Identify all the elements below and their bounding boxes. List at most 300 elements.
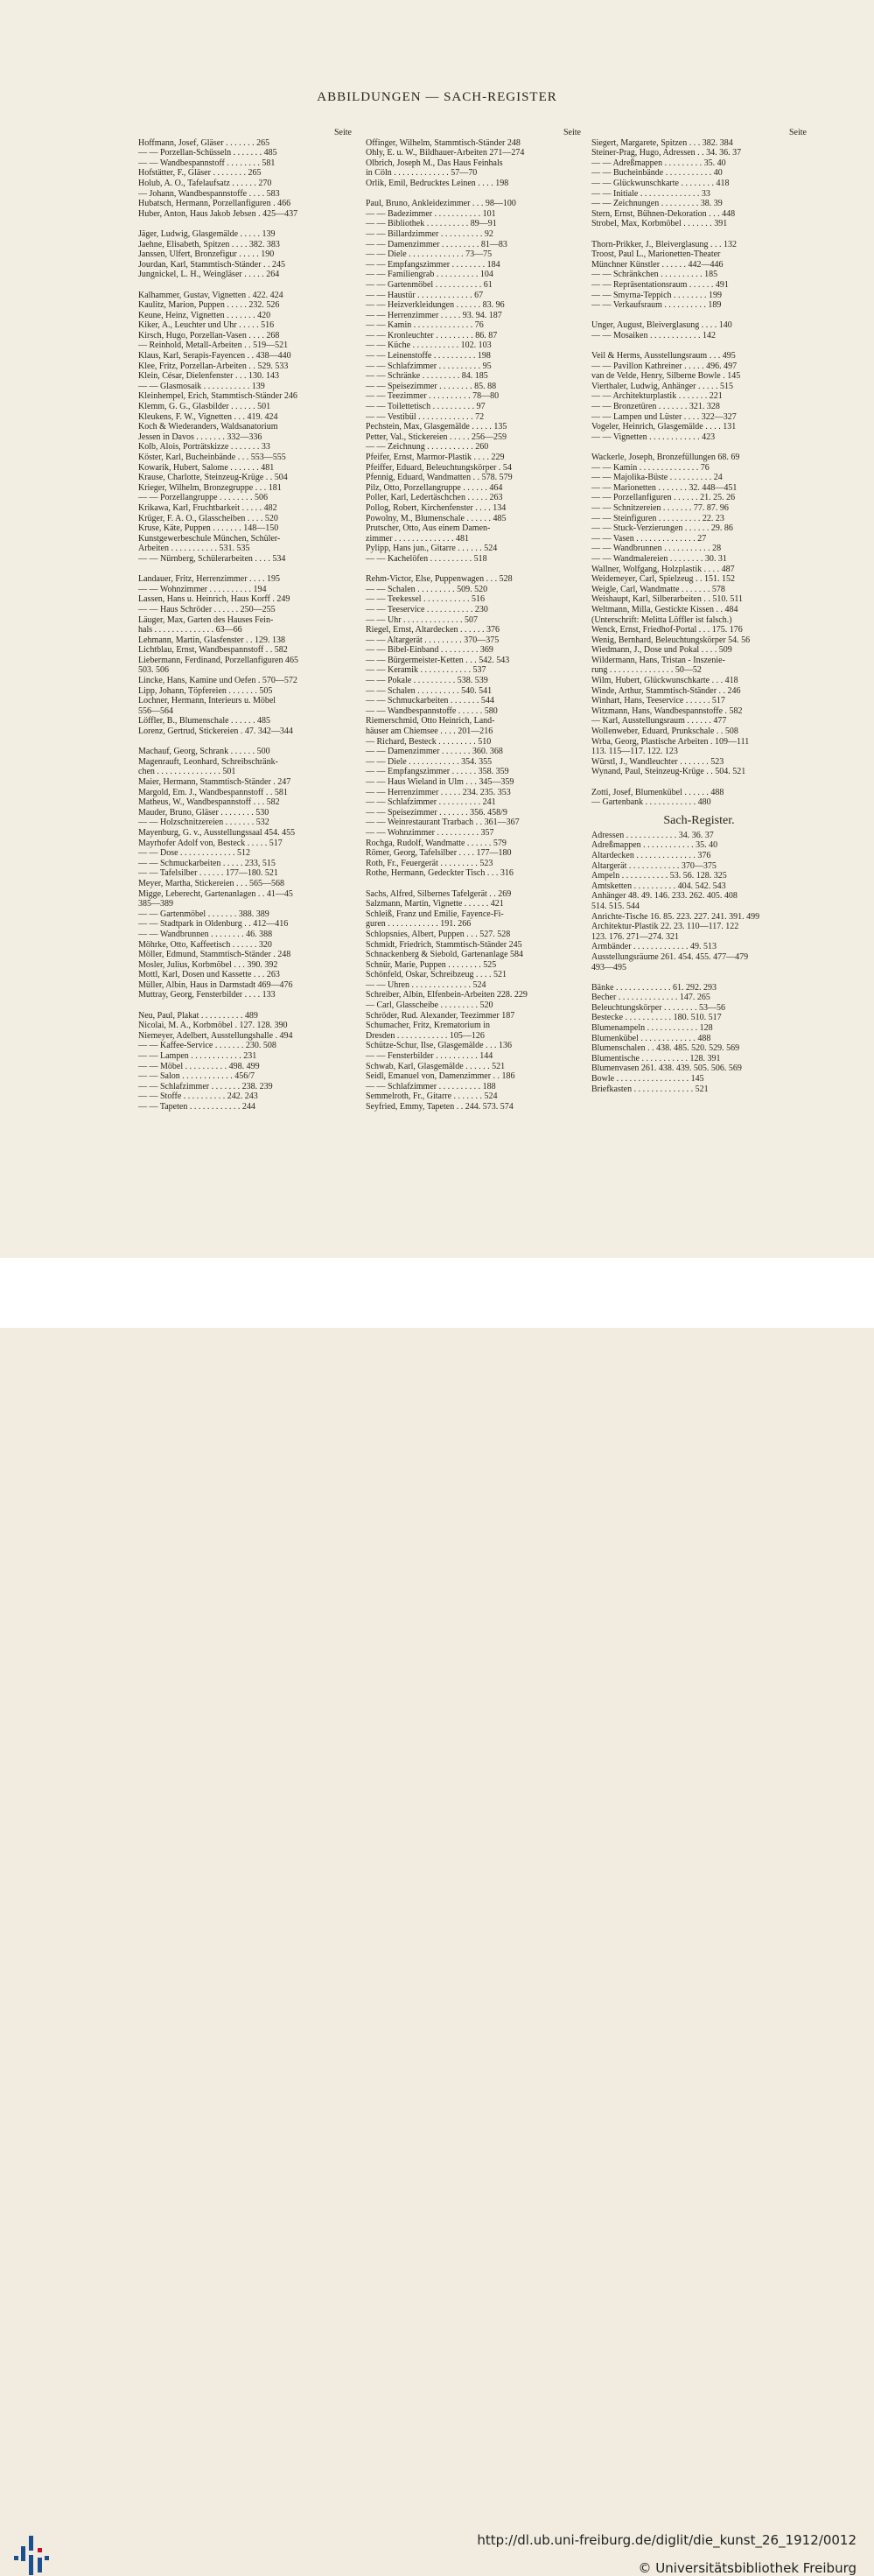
index-entry: (Unterschrift: Melitta Löffler ist falsch.): [591, 614, 732, 625]
index-entry: Schreiber, Albin, Elfenbein-Arbeiten 228. 229: [366, 990, 528, 1000]
index-entry: Matheus, W., Wandbespannstoff . . . 582: [138, 797, 280, 808]
index-entry: Poller, Karl, Ledertäschchen . . . . . 263: [366, 493, 503, 503]
index-entry: Klaus, Karl, Serapis-Fayencen . . 438—440: [138, 351, 291, 361]
index-entry: — — Schlafzimmer . . . . . . . . . . 95: [366, 361, 492, 371]
index-entry: Lincke, Hans, Kamine und Oefen . 570—572: [138, 676, 297, 686]
index-entry: — — Wandbrunnen . . . . . . . . . . . 28: [591, 544, 722, 554]
section-gap: [366, 189, 581, 200]
index-entry: — — Stoffe . . . . . . . . . . 242. 243: [138, 1091, 258, 1102]
index-entry: Hofstätter, F., Gläser . . . . . . . . 265: [138, 168, 262, 179]
index-entry: — — Wandbespannstoff . . . . . . . . 581: [138, 158, 276, 168]
section-gap: [138, 280, 352, 291]
index-entry: — — Teeservice . . . . . . . . . . . 230: [366, 604, 488, 614]
index-entry: Blumenvasen 261. 438. 439. 505. 506. 569: [591, 1063, 742, 1074]
section-gap: [591, 340, 807, 351]
index-entry: — — Vasen . . . . . . . . . . . . . . 27: [591, 533, 707, 544]
section-gap: [138, 1000, 352, 1011]
index-entry: — — Kaffee-Service . . . . . . . 230. 508: [138, 1041, 276, 1051]
permalink-url[interactable]: http://dl.ub.uni-freiburg.de/diglit/die_kunst_26_1912/0012: [477, 2532, 857, 2548]
index-entry: 556—564: [138, 705, 173, 716]
index-entry: Wallner, Wolfgang, Holzplastik . . . . 487: [591, 564, 735, 574]
index-entry: — Johann, Wandbespannstoffe . . . . 583: [138, 188, 280, 199]
index-entry: — — Billardzimmer . . . . . . . . . . 92: [366, 228, 493, 239]
index-entry: Lipp, Johann, Töpfereien . . . . . . . 505: [138, 685, 273, 696]
index-entry: Jäger, Ludwig, Glasgemälde . . . . . 139: [138, 228, 276, 239]
index-entry: Ausstellungsräume 261. 454. 455. 477—479: [591, 951, 749, 962]
seite-label: Seite: [563, 128, 581, 137]
index-entry: Seidl, Emanuel von, Damenzimmer . . 186: [366, 1071, 515, 1082]
index-entry: — — Badezimmer . . . . . . . . . . . 101: [366, 208, 496, 219]
index-entry: Stern, Ernst, Bühnen-Dekoration . . . 448: [591, 208, 736, 219]
section-gap: [591, 777, 807, 788]
index-entry: Kiker, A., Leuchter und Uhr . . . . . 516: [138, 320, 275, 331]
index-entry: — — Porzellanfiguren . . . . . . 21. 25. 26: [591, 493, 736, 503]
index-entry: — — Familiengrab . . . . . . . . . . 104: [366, 270, 493, 280]
index-entry: 113. 115—117. 122. 123: [591, 747, 678, 757]
index-entry: Becher . . . . . . . . . . . . . . 147. 265: [591, 993, 710, 1003]
index-entry: — — Bucheinbände . . . . . . . . . . . 40: [591, 168, 723, 179]
index-entry: — — Kachelöfen . . . . . . . . . . 518: [366, 553, 487, 564]
index-entry: — — Marionetten . . . . . . . 32. 448—451: [591, 482, 738, 493]
index-entry: Lassen, Hans u. Heinrich, Haus Korff . 249: [138, 594, 290, 605]
index-entry: — — Herrenzimmer . . . . . 93. 94. 187: [366, 310, 502, 320]
index-entry: Lichtblau, Ernst, Wandbespannstoff . . 582: [138, 645, 288, 656]
index-entry: Dresden . . . . . . . . . . . . 105—126: [366, 1030, 485, 1041]
index-entry: Münchner Künstler . . . . . . 442—446: [591, 259, 724, 270]
index-entry: Magenrauft, Leonhard, Schreibschränk-: [138, 756, 278, 767]
index-entry: — — Teezimmer . . . . . . . . . . 78—80: [366, 391, 500, 402]
index-entry: Roth, Fr., Feuergerät . . . . . . . . . 523: [366, 858, 493, 868]
index-entry: Schmidt, Friedrich, Stammtisch-Ständer 245: [366, 939, 522, 950]
index-entry: Powolny, M., Blumenschale . . . . . . 485: [366, 513, 507, 523]
index-entry: — — Uhr . . . . . . . . . . . . . . 507: [366, 614, 479, 625]
index-entry: Steiner-Prag, Hugo, Adressen . . 34. 36. 37: [591, 148, 742, 158]
index-entry: Jessen in Davos . . . . . . . 332—336: [138, 432, 262, 442]
section-gap: [591, 972, 807, 983]
index-entry: — — Weinrestaurant Trarbach . . 361—367: [366, 818, 520, 828]
index-entry: Adressen . . . . . . . . . . . . 34. 36. 37: [591, 830, 714, 840]
index-entry: Klemm, G. G., Glasbilder . . . . . . 501: [138, 402, 271, 412]
index-entry: — — Bibliothek . . . . . . . . . . 89—91: [366, 219, 497, 229]
viewer-footer: [0, 1258, 874, 2576]
index-entry: — — Repräsentationsraum . . . . . . 491: [591, 279, 729, 290]
index-entry: — — Wandmalereien . . . . . . . . 30. 31: [591, 553, 727, 564]
index-entry: Winhart, Hans, Teeservice . . . . . . 517: [591, 696, 725, 706]
index-entry: Wilm, Hubert, Glückwunschkarte . . . 418: [591, 676, 738, 686]
index-entry: Kunstgewerbeschule München, Schüler-: [138, 533, 281, 544]
index-entry: — Reinhold, Metall-Arbeiten . . 519—521: [138, 340, 289, 351]
index-entry: Hoffmann, Josef, Gläser . . . . . . . 265: [138, 137, 270, 148]
index-entry: Unger, August, Bleiverglasung . . . . 140: [591, 320, 732, 331]
index-column-1: [138, 128, 352, 1113]
index-entry: Würstl, J., Wandleuchter . . . . . . . 523: [591, 756, 724, 767]
index-entry: Schütze-Schur, Ilse, Glasgemälde . . . 136: [366, 1041, 513, 1051]
index-entry: — — Schränke . . . . . . . . . 84. 185: [366, 371, 488, 382]
index-entry: — — Leinenstoffe . . . . . . . . . . 198: [366, 351, 491, 361]
index-entry: Adreßmappen . . . . . . . . . . . . 35. 40: [591, 840, 718, 851]
index-entry: Wrba, Georg, Plastische Arbeiten . 109—111: [591, 736, 750, 747]
index-entry: 503. 506: [138, 665, 169, 676]
sach-register-heading: Sach-Register.: [663, 813, 735, 827]
index-entry: — — Stuck-Verzierungen . . . . . . 29. 86: [591, 523, 733, 534]
index-entry: Anrichte-Tische 16. 85. 223. 227. 241. 391. 499: [591, 911, 760, 922]
index-entry: Pilz, Otto, Porzellangruppe . . . . . . 464: [366, 482, 503, 493]
index-entry: Schnür, Marie, Puppen . . . . . . . . 525: [366, 959, 497, 970]
index-entry: Müller, Albin, Haus in Darmstadt 469—476: [138, 979, 293, 990]
index-entry: — — Schränkchen . . . . . . . . . . 185: [591, 270, 718, 280]
index-entry: Margold, Em. J., Wandbespannstoff . . 581: [138, 787, 288, 797]
index-entry: — — Steinfiguren . . . . . . . . . . 22. 23: [591, 513, 724, 523]
index-column-3: [591, 128, 807, 1094]
index-entry: — — Glasmosaik . . . . . . . . . . . 139: [138, 381, 265, 391]
index-entry: — — Porzellangruppe . . . . . . . . 506: [138, 493, 269, 503]
section-gap: [591, 442, 807, 453]
index-entry: Huber, Anton, Haus Jakob Jebsen . 425—437: [138, 208, 298, 219]
index-entry: Wynand, Paul, Steinzeug-Krüge . . 504. 521: [591, 767, 746, 777]
index-entry: — — Fensterbilder . . . . . . . . . . 144: [366, 1051, 493, 1062]
section-gap: [138, 737, 352, 748]
index-entry: Krause, Charlotte, Steinzeug-Krüge . . 504: [138, 473, 288, 483]
index-entry: Schnackenberg & Siebold, Gartenanlage 584: [366, 950, 524, 960]
index-entry: — — Teekessel . . . . . . . . . . . 516: [366, 594, 486, 605]
index-entry: 123. 176. 271—274. 321: [591, 931, 679, 942]
index-entry: — — Speisezimmer . . . . . . . . 85. 88: [366, 381, 497, 391]
index-entry: — — Wohnzimmer . . . . . . . . . . 194: [138, 584, 267, 594]
section-gap: [591, 311, 807, 321]
index-entry: Möller, Edmund, Stammtisch-Ständer . 248: [138, 950, 291, 960]
index-entry: — — Mosaiken . . . . . . . . . . . . 142: [591, 330, 716, 340]
index-entry: — — Bürgermeister-Ketten . . . 542. 543: [366, 655, 510, 665]
index-entry: — — Gartenmöbel . . . . . . . . . . . 61: [366, 279, 493, 290]
index-entry: — — Pokale . . . . . . . . . . 538. 539: [366, 676, 488, 686]
index-entry: zimmer . . . . . . . . . . . . . . 481: [366, 533, 470, 544]
index-entry: Pfeifer, Ernst, Marmor-Plastik . . . . 229: [366, 453, 505, 462]
index-entry: Kruse, Käte, Puppen . . . . . . . 148—150: [138, 523, 279, 534]
index-entry: Anhänger 48. 49. 146. 233. 262. 405. 408: [591, 891, 738, 902]
index-entry: — — Kronleuchter . . . . . . . . . 86. 87: [366, 330, 498, 340]
index-entry: Olbrich, Joseph M., Das Haus Feinhals: [366, 158, 503, 168]
index-entry: — — Empfangszimmer . . . . . . 358. 359: [366, 767, 509, 777]
index-entry: Kaulitz, Marion, Puppen . . . . . 232. 526: [138, 300, 280, 311]
index-entry: Bowle . . . . . . . . . . . . . . . . . 145: [591, 1074, 704, 1084]
index-entry: Römer, Georg, Tafelsilber . . . . 177—180: [366, 848, 512, 859]
index-entry: — — Empfangszimmer . . . . . . . . 184: [366, 259, 500, 270]
index-entry: Lorenz, Gertrud, Stickereien . 47. 342—344: [138, 726, 293, 737]
index-entry: Beleuchtungskörper . . . . . . . . 53—56: [591, 1002, 726, 1013]
index-entry: Weidemeyer, Carl, Spielzeug . . 151. 152: [591, 574, 736, 585]
index-entry: — — Gartenmöbel . . . . . . . 388. 389: [138, 909, 269, 919]
index-entry: Blumenkübel . . . . . . . . . . . . . 488: [591, 1033, 711, 1043]
index-entry: Klee, Fritz, Porzellan-Arbeiten . . 529. 533: [138, 361, 289, 371]
index-entry: 385—389: [138, 899, 173, 909]
index-entry: Schumacher, Fritz, Krematorium in: [366, 1021, 491, 1031]
index-entry: — — Tafelsilber . . . . . . 177—180. 521: [138, 868, 278, 879]
index-entry: Weishaupt, Karl, Silberarbeiten . . 510. 511: [591, 594, 743, 605]
index-entry: — — Küche . . . . . . . . . . . 102. 103: [366, 340, 492, 351]
index-entry: Offinger, Wilhelm, Stammtisch-Ständer 248: [366, 137, 521, 148]
index-entry: Paul, Bruno, Ankleidezimmer . . . 98—100: [366, 199, 516, 209]
index-entry: Ohly, E. u. W., Bildhauer-Arbeiten 271—274: [366, 148, 525, 158]
index-entry: Schönfeld, Oskar, Schreibzeug . . . . 521: [366, 970, 507, 980]
index-entry: Neu, Paul, Plakat . . . . . . . . . . 489: [138, 1010, 258, 1021]
index-entry: Klein, César, Dielenfenster . . . 130. 143: [138, 371, 279, 382]
index-entry: Krikawa, Karl, Fruchtbarkeit . . . . . 482: [138, 502, 277, 513]
index-entry: Schleiß, Franz und Emilie, Fayence-Fi-: [366, 909, 504, 919]
index-entry: Pechstein, Max, Glasgemälde . . . . . 135: [366, 422, 507, 432]
section-gap: [366, 879, 581, 889]
index-entry: Lehmann, Martin, Glasfenster . . 129. 138: [138, 635, 286, 645]
index-entry: Pfeiffer, Eduard, Beleuchtungskörper . 54: [366, 462, 512, 473]
index-entry: Amtsketten . . . . . . . . . . 404. 542. 543: [591, 881, 726, 891]
index-entry: Schlopsnies, Albert, Puppen . . . 527. 528: [366, 929, 511, 939]
index-entry: Mayrhofer Adolf von, Besteck . . . . . 517: [138, 838, 283, 848]
index-entry: Mayenburg, G. v., Ausstellungssaal 454. 455: [138, 827, 296, 838]
copyright-notice: © Universitätsbibliothek Freiburg: [638, 2560, 857, 2576]
index-entry: Liebermann, Ferdinand, Porzellanfiguren 465: [138, 655, 298, 665]
index-entry: Blumentische . . . . . . . . . . . 128. 391: [591, 1053, 721, 1063]
index-entry: Bänke . . . . . . . . . . . . . 61. 292. 293: [591, 982, 717, 993]
index-entry: Architektur-Plastik 22. 23. 110—117. 122: [591, 922, 739, 932]
index-entry: Prutscher, Otto, Aus einem Damen-: [366, 523, 491, 534]
index-entry: — — Heizverkleidungen . . . . . . 83. 96: [366, 300, 505, 311]
index-entry: — — Glückwunschkarte . . . . . . . . 418: [591, 178, 730, 188]
index-entry: — Gartenbank . . . . . . . . . . . . 480: [591, 797, 711, 808]
index-entry: — — Schmuckarbeiten . . . . . . . 544: [366, 696, 494, 706]
index-entry: — — Schlafzimmer . . . . . . . 238. 239: [138, 1081, 273, 1091]
index-entry: Riemerschmid, Otto Heinrich, Land-: [366, 716, 495, 726]
index-entry: — — Architekturplastik . . . . . . . 221: [591, 391, 723, 402]
index-entry: 493—495: [591, 962, 626, 972]
index-entry: — — Damenzimmer . . . . . . . . . 81—83: [366, 239, 507, 249]
index-entry: — — Haus Wieland in Ulm . . . 345—359: [366, 777, 514, 787]
index-entry: Weigle, Carl, Wandmatte . . . . . . . 578: [591, 584, 725, 594]
index-entry: Bestecke . . . . . . . . . . . 180. 510. 517: [591, 1013, 722, 1023]
section-gap: [138, 565, 352, 575]
index-entry: — — Kamin . . . . . . . . . . . . . . 76: [366, 320, 484, 331]
index-entry: Mottl, Karl, Dosen und Kassette . . . 263: [138, 970, 280, 980]
section-gap: [591, 229, 807, 240]
index-entry: Rehm-Victor, Else, Puppenwagen . . . 528: [366, 574, 513, 585]
index-entry: guren . . . . . . . . . . . . 191. 266: [366, 919, 472, 930]
index-entry: Pylipp, Hans jun., Gitarre . . . . . . 524: [366, 544, 498, 554]
index-entry: — — Schlafzimmer . . . . . . . . . . 241: [366, 797, 496, 808]
index-entry: Lochner, Hermann, Interieurs u. Möbel: [138, 696, 276, 706]
index-entry: rung . . . . . . . . . . . . . . . 50—52: [591, 665, 702, 676]
index-entry: — — Vignetten . . . . . . . . . . . . 423: [591, 432, 716, 442]
index-entry: Veil & Herms, Ausstellungsraum . . . 495: [591, 351, 736, 361]
index-entry: Schröder, Rud. Alexander, Teezimmer 187: [366, 1010, 515, 1021]
index-entry: Meyer, Martha, Stickereien . . . 565—568: [138, 878, 285, 888]
index-entry: — — Holzschnitzereien . . . . . . . 532: [138, 818, 269, 828]
index-entry: Wildermann, Hans, Tristan - Inszenie-: [591, 655, 725, 665]
index-entry: — — Kamin . . . . . . . . . . . . . . 76: [591, 462, 710, 473]
index-entry: Möhrke, Otto, Kaffeetisch . . . . . . 320: [138, 939, 272, 950]
index-entry: — — Zeichnungen . . . . . . . . . 38. 39: [591, 199, 723, 209]
index-entry: 514. 515. 544: [591, 901, 640, 911]
index-entry: Jourdan, Karl, Stammtisch-Ständer . . 245: [138, 259, 286, 270]
seite-label: Seite: [334, 128, 352, 137]
index-entry: Witzmann, Hans, Wandbespannstoffe . 582: [591, 705, 743, 716]
index-entry: Arbeiten . . . . . . . . . . . 531. 535: [138, 544, 250, 554]
index-entry: — — Porzellan-Schüsseln . . . . . . . 485: [138, 148, 277, 158]
index-entry: — — Smyrna-Teppich . . . . . . . . 199: [591, 290, 723, 300]
index-entry: chen . . . . . . . . . . . . . . . 501: [138, 767, 236, 777]
index-entry: Kleukens, F. W., Vignetten . . . 419. 424: [138, 411, 278, 422]
index-entry: — — Uhren . . . . . . . . . . . . . . 524: [366, 979, 486, 990]
index-entry: Hubatsch, Hermann, Porzellanfiguren . 466: [138, 199, 291, 209]
index-entry: van de Velde, Henry, Silberne Bowle . 145: [591, 371, 741, 382]
index-entry: — Karl, Ausstellungsraum . . . . . . 477: [591, 716, 727, 726]
index-entry: Vierthaler, Ludwig, Anhänger . . . . . 515: [591, 381, 734, 391]
index-entry: Siegert, Margarete, Spitzen . . . 382. 384: [591, 137, 733, 148]
index-entry: Winde, Arthur, Stammtisch-Ständer . . 246: [591, 685, 741, 696]
index-column-2: [366, 128, 581, 1113]
index-entry: Janssen, Ulfert, Bronzefigur . . . . . 190: [138, 249, 275, 260]
index-entry: Semmelroth, Fr., Gitarre . . . . . . . 524: [366, 1091, 498, 1102]
index-entry: Schwab, Karl, Glasgemälde . . . . . . 521: [366, 1061, 506, 1071]
index-entry: Rochga, Rudolf, Wandmatte . . . . . . 579: [366, 838, 507, 848]
index-entry: Orlik, Emil, Bedrucktes Leinen . . . . 198: [366, 178, 509, 188]
index-entry: Thorn-Prikker, J., Bleiverglasung . . . 132: [591, 239, 738, 249]
index-entry: Maier, Hermann, Stammtisch-Ständer . 247: [138, 777, 291, 787]
index-entry: Sachs, Alfred, Silbernes Tafelgerät . . 269: [366, 888, 512, 899]
index-entry: Troost, Paul L., Marionetten-Theater: [591, 249, 721, 260]
index-entry: — — Haustür . . . . . . . . . . . . . 67: [366, 290, 484, 300]
sach-register-entries: [591, 831, 807, 1094]
column-entries: [591, 138, 807, 808]
index-entry: — — Wohnzimmer . . . . . . . . . . 357: [366, 827, 494, 838]
seite-label: Seite: [789, 128, 807, 137]
index-entry: Riegel, Ernst, Altardecken . . . . . . 376: [366, 625, 500, 635]
index-entry: Migge, Leberecht, Gartenanlagen . . 41—45: [138, 888, 293, 899]
index-entry: Koch & Wiederanders, Waldsanatorium: [138, 422, 278, 432]
index-entry: Krüger, F. A. O., Glasscheiben . . . . 520: [138, 513, 278, 523]
index-entry: — — Speisezimmer . . . . . . . 356. 458/9: [366, 807, 507, 818]
index-entry: — — Tapeten . . . . . . . . . . . . 244: [138, 1102, 255, 1112]
index-entry: — — Haus Schröder . . . . . . 250—255: [138, 604, 276, 614]
index-entry: Niemeyer, Adelbert, Ausstellungshalle . 494: [138, 1030, 293, 1041]
index-entry: Holub, A. O., Tafelaufsatz . . . . . . 270: [138, 178, 272, 188]
index-entry: Pfennig, Eduard, Wandmatten . . 578. 579: [366, 473, 513, 483]
index-entry: — — Schalen . . . . . . . . . 509. 520: [366, 584, 488, 594]
index-entry: — — Lampen und Lüster . . . . 322—327: [591, 411, 737, 422]
index-entry: — — Altargerät . . . . . . . . . 370—375: [366, 635, 500, 645]
index-entry: — — Diele . . . . . . . . . . . . . 73—75: [366, 249, 493, 260]
index-entry: — — Herrenzimmer . . . . . 234. 235. 353: [366, 787, 511, 797]
index-entry: Kleinhempel, Erich, Stammtisch-Ständer 246: [138, 391, 297, 402]
index-entry: Strobel, Max, Korbmöbel . . . . . . . 391: [591, 219, 728, 229]
index-entry: Jungnickel, L. H., Weingläser . . . . . 264: [138, 270, 280, 280]
index-entry: Krieger, Wilhelm, Bronzegruppe . . . 181: [138, 482, 282, 493]
index-entry: in Cöln . . . . . . . . . . . . . 57—70: [366, 168, 478, 179]
index-entry: — — Bibel-Einband . . . . . . . . . 369: [366, 645, 493, 656]
index-entry: Wollenweber, Eduard, Prunkschale . . 508: [591, 726, 738, 737]
index-entry: Altargerät . . . . . . . . . . . . 370—375: [591, 860, 717, 871]
index-entry: — Richard, Besteck . . . . . . . . . 510: [366, 736, 492, 747]
column-entries: [366, 138, 581, 1113]
library-logo-icon: [14, 2536, 49, 2575]
index-entry: Zotti, Josef, Blumenkübel . . . . . . 488: [591, 787, 724, 797]
index-entry: — — Verkaufsraum . . . . . . . . . . 189: [591, 300, 722, 311]
index-entry: Mauder, Bruno, Gläser . . . . . . . . 530: [138, 807, 269, 818]
index-entry: Armbänder . . . . . . . . . . . . . 49. 513: [591, 942, 717, 952]
index-entry: Landauer, Fritz, Herrenzimmer . . . . 195: [138, 574, 281, 585]
index-entry: Machauf, Georg, Schrank . . . . . . 500: [138, 747, 270, 757]
index-entry: — — Keramik . . . . . . . . . . . . 537: [366, 665, 486, 676]
index-entry: Kalhammer, Gustav, Vignetten . 422. 424: [138, 290, 283, 300]
index-entry: Rothe, Hermann, Gedeckter Tisch . . . 316: [366, 868, 514, 879]
column-entries: [138, 138, 352, 1113]
index-entry: — — Zeichnung . . . . . . . . . . . 260: [366, 442, 489, 453]
index-entry: — — Adreßmappen . . . . . . . . . 35. 40: [591, 158, 726, 168]
section-gap: [138, 219, 352, 229]
index-entry: — — Wandbrunnen . . . . . . . . 46. 388: [138, 929, 273, 939]
index-entry: Weltmann, Milla, Gestickte Kissen . . 484: [591, 604, 738, 614]
index-entry: — — Wandbespannstoffe . . . . . . 580: [366, 705, 498, 716]
index-entry: Altardecken . . . . . . . . . . . . . . 376: [591, 850, 711, 860]
index-entry: Läuger, Max, Garten des Hauses Fein-: [138, 614, 274, 625]
index-entry: Vogeler, Heinrich, Glasgemälde . . . . 131: [591, 422, 737, 432]
index-entry: Salzmann, Martin, Vignette . . . . . . 421: [366, 899, 504, 909]
index-entry: Wenig, Bernhard, Beleuchtungskörper 54. 56: [591, 635, 751, 645]
index-entry: Blumenampeln . . . . . . . . . . . . 128: [591, 1023, 713, 1034]
index-entry: Ampeln . . . . . . . . . . . 53. 56. 128. 325: [591, 871, 727, 881]
index-entry: — — Lampen . . . . . . . . . . . . 231: [138, 1051, 257, 1062]
index-entry: — Carl, Glasscheibe . . . . . . . . . 520: [366, 1000, 493, 1011]
index-entry: Keune, Heinz, Vignetten . . . . . . . 420: [138, 310, 271, 320]
index-entry: Wackerle, Joseph, Bronzefüllungen 68. 69: [591, 453, 740, 462]
section-gap: [366, 565, 581, 575]
index-entry: Mosler, Julius, Korbmöbel . . . 390. 392: [138, 959, 278, 970]
index-entry: Jaehne, Elisabeth, Spitzen . . . . 382. 383: [138, 239, 280, 249]
index-entry: Wenck, Ernst, Friedhof-Portal . . . 175. 176: [591, 625, 743, 635]
index-entry: — — Schalen . . . . . . . . . . 540. 541: [366, 685, 493, 696]
index-entry: — — Schnitzereien . . . . . . . 77. 87. 96: [591, 502, 729, 513]
index-entry: — — Initiale . . . . . . . . . . . . . . 33: [591, 188, 710, 199]
index-entry: Köster, Karl, Bucheinbände . . . 553—555: [138, 453, 286, 462]
index-entry: — — Nürnberg, Schülerarbeiten . . . . 534: [138, 553, 286, 564]
index-entry: Nicolai, M. A., Korbmöbel . 127. 128. 390: [138, 1021, 288, 1031]
index-entry: — — Salon . . . . . . . . . . . . 456/7: [138, 1071, 255, 1082]
index-entry: Seyfried, Emmy, Tapeten . . 244. 573. 574: [366, 1102, 514, 1112]
page-header: ABBILDUNGEN — SACH-REGISTER: [317, 90, 557, 104]
index-entry: Löffler, B., Blumenschale . . . . . . 485: [138, 716, 271, 726]
index-entry: — — Majolika-Büste . . . . . . . . . . 24: [591, 473, 723, 483]
index-entry: häuser am Chiemsee . . . . 201—216: [366, 726, 493, 737]
index-entry: Blumenschalen . . 438. 485. 520. 529. 569: [591, 1043, 740, 1054]
index-entry: Pollog, Robert, Kirchenfenster . . . . 134: [366, 502, 507, 513]
index-entry: hals . . . . . . . . . . . . . . 63—66: [138, 625, 242, 635]
index-entry: — — Toilettetisch . . . . . . . . . . 97: [366, 402, 486, 412]
index-entry: — — Dose . . . . . . . . . . . . . 512: [138, 848, 251, 859]
index-entry: Wiedmann, J., Dose und Pokal . . . . 509: [591, 645, 732, 656]
index-entry: Petter, Val., Stickereien . . . . . 256—259: [366, 432, 507, 442]
index-entry: Briefkasten . . . . . . . . . . . . . . 521: [591, 1084, 709, 1094]
scanned-page: [0, 0, 874, 1258]
index-entry: Kirsch, Hugo, Porzellan-Vasen . . . . 268: [138, 330, 280, 340]
index-entry: Kolb, Alois, Porträtskizze . . . . . . . 33: [138, 442, 270, 453]
index-entry: — — Damenzimmer . . . . . . . 360. 368: [366, 747, 503, 757]
index-entry: Kowarik, Hubert, Salome . . . . . . . 481: [138, 462, 275, 473]
index-entry: — — Diele . . . . . . . . . . . . 354. 355: [366, 756, 493, 767]
index-entry: Muttray, Georg, Fensterbilder . . . . 133: [138, 990, 276, 1000]
index-entry: — — Pavillon Kathreiner . . . . . 496. 497: [591, 361, 738, 371]
index-entry: — — Möbel . . . . . . . . . . 498. 499: [138, 1061, 260, 1071]
index-entry: — — Bronzetüren . . . . . . . 321. 328: [591, 402, 720, 412]
index-entry: — — Schmuckarbeiten . . . . . 233, 515: [138, 858, 276, 868]
index-entry: — — Vestibül . . . . . . . . . . . . . 72: [366, 411, 485, 422]
index-entry: — — Schlafzimmer . . . . . . . . . . 188: [366, 1081, 496, 1091]
